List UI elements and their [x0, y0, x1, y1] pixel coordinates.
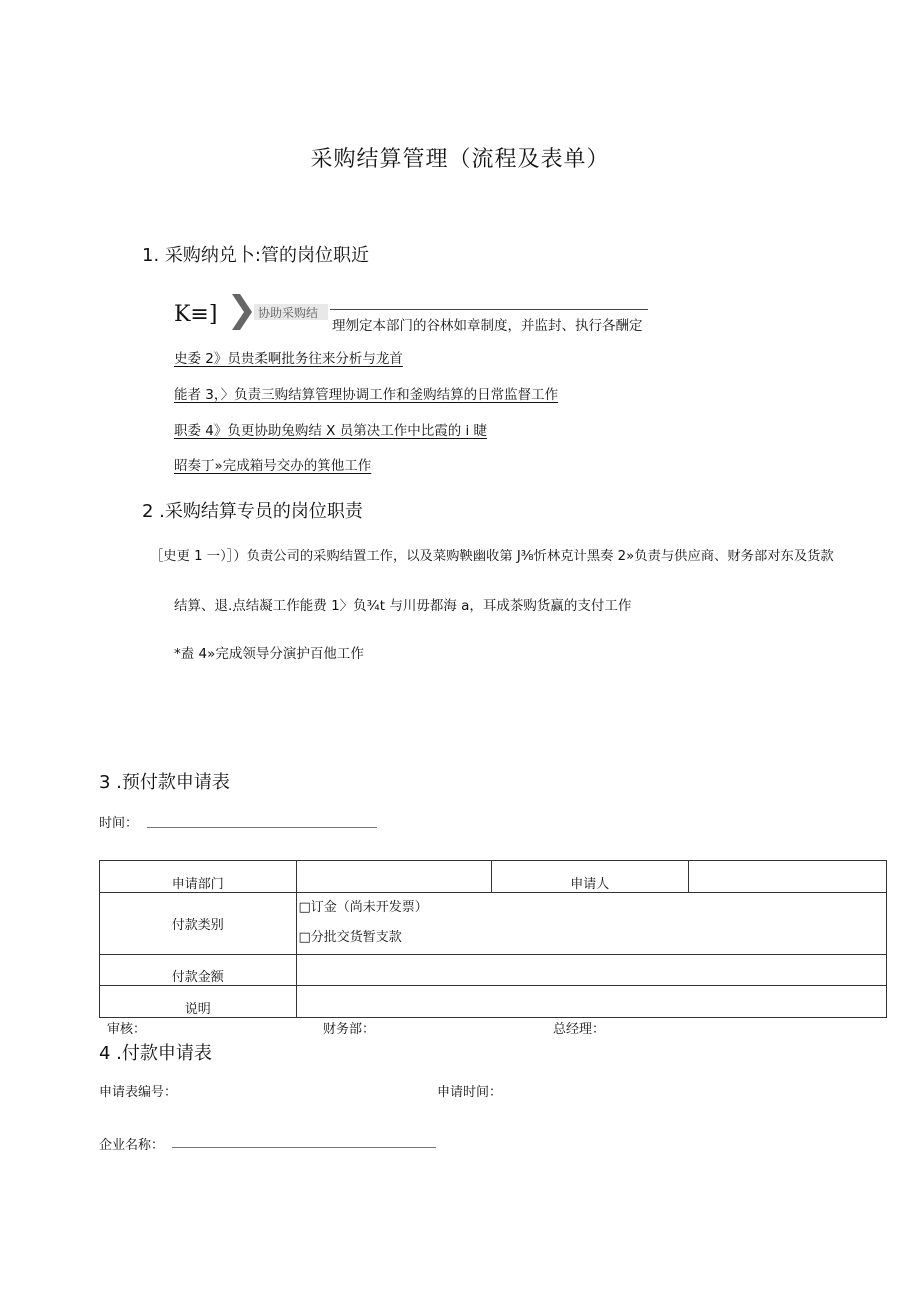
section1-line1: 理刎定本部门的谷林如章制度，并监封、执行各酬定 — [332, 318, 643, 334]
badge-text: 协助采购结 — [258, 306, 319, 320]
type-options — [296, 893, 887, 955]
page-title: 采购结算管理（流程及表单） — [310, 147, 610, 172]
dept-label: 申请部门 — [100, 861, 297, 893]
form-no-label: 申请表编号： — [99, 1085, 178, 1100]
section2-line3: *盍 4»完成领导分演护百他工作 — [174, 646, 364, 662]
time-input-line[interactable] — [147, 827, 377, 828]
note-field[interactable] — [296, 986, 887, 1018]
section1-mark: K≡] — [174, 302, 218, 327]
finance-label: 财务部： — [323, 1022, 376, 1037]
assist-badge-image — [232, 292, 328, 332]
section1-line3: 能者 3，〉负责三购结算管理协调工作和釜购结算的日常监督工作 — [174, 387, 559, 403]
review-label: 审核： — [107, 1022, 147, 1037]
amount-field[interactable] — [296, 955, 887, 986]
section2-line2: 结算、退.点结凝工作能费 1〉负¾t 与川毋都海 a，耳成茶购货赢的支付工作 — [174, 598, 632, 614]
company-input-line[interactable] — [172, 1147, 436, 1148]
option-deposit[interactable]: □订金（尚未开发票） — [298, 900, 428, 915]
time-label: 时间： — [99, 816, 139, 831]
section1-line2: 史委 2》员贵柔啊批务往来分析与龙首 — [174, 351, 403, 367]
section1-line5: 昭奏丁»完成箱号交办的箕他工作 — [174, 458, 372, 474]
apply-time-label: 申请时间： — [437, 1085, 503, 1100]
company-label: 企业名称： — [99, 1138, 165, 1153]
section4-heading: 4 .付款申请表 — [99, 1043, 212, 1064]
gm-label: 总经理： — [553, 1022, 606, 1037]
applicant-label: 申请人 — [491, 861, 688, 893]
divider-line — [330, 309, 648, 310]
applicant-field[interactable] — [688, 861, 887, 893]
section1-heading: 1. 采购纳兑卜:管的岗位职近 — [142, 245, 369, 266]
type-label: 付款类别 — [100, 893, 297, 955]
section2-heading: 2 .采购结算专员的岗位职责 — [142, 501, 363, 522]
option-partial[interactable]: □分批交货暂支款 — [298, 930, 402, 945]
amount-label: 付款金额 — [100, 955, 297, 986]
section2-line1: ［史更 1 一）］）负责公司的采购结置工作，以及菜购鞅幽收第 J⅜忻林克计黑奏 2»负责与供应商、财务部对东及货款 — [150, 549, 834, 564]
section3-heading: 3 .预付款申请表 — [99, 772, 230, 793]
section1-line4: 职委 4》负更协助兔购结 X 员第决工作中比霞的 i 睫 — [174, 423, 488, 439]
prepayment-table — [99, 860, 887, 1018]
dept-field[interactable] — [296, 861, 491, 893]
note-label: 说明 — [100, 986, 297, 1018]
